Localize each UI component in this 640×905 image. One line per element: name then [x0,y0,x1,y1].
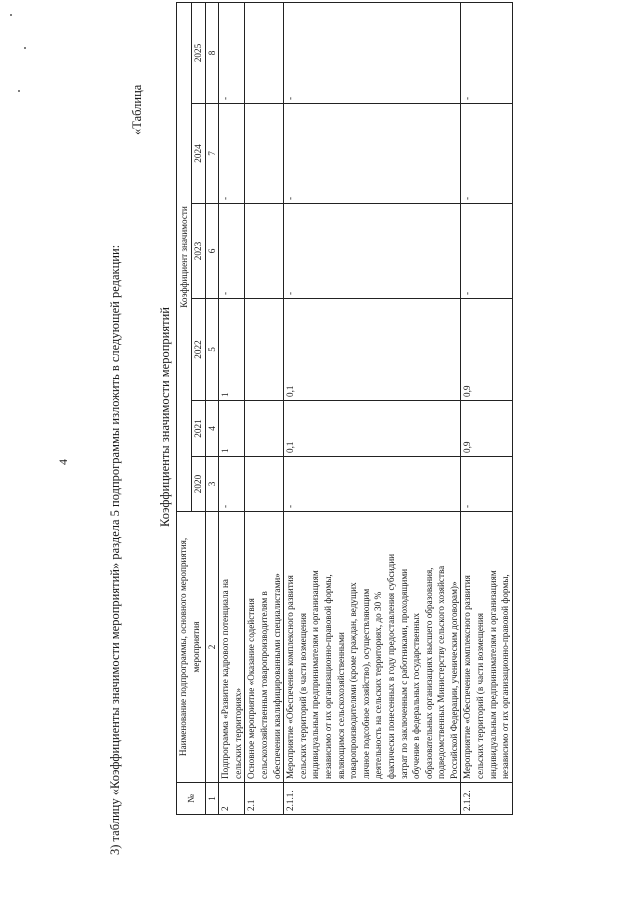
header-year: 2021 [192,401,206,457]
column-number: 7 [205,104,219,204]
row-name [461,512,512,783]
table-row [219,2,245,814]
header-row-1 [177,2,192,814]
row-name-line: образовательных организациях высшего образования, [423,567,434,779]
row-name-line: товаропроизводителями (кроме граждан, ведущих [348,582,359,779]
coefficient-value: - [219,2,245,103]
table-title: Коэффициенты значимости мероприятий [158,307,172,527]
column-number: 4 [205,401,219,457]
row-name [245,512,284,783]
coefficient-value: - [219,457,245,512]
table-row [461,2,512,814]
coefficient-value [245,401,284,457]
coefficient-value [245,204,284,299]
row-name-line: сельских территориях» [232,687,243,779]
row-name-line: сельских территорий (в части возмещения [297,613,308,779]
coefficient-value: - [219,204,245,299]
row-name-line: Мероприятие «Обеспечение комплексного развития [285,575,296,779]
coefficient-value [245,299,284,401]
header-year: 2020 [192,457,206,512]
coefficient-value [245,2,284,103]
coefficient-value: - [284,204,461,299]
coefficient-value: - [461,2,512,103]
column-number: 1 [205,783,219,815]
row-name-line: являющимся сельскохозяйственными [335,632,346,779]
row-name-line: личное подсобное хозяйство), осуществляющим [360,588,371,779]
row-name-line: деятельность на сельских территориях, до 30 % [373,591,384,779]
row-name-line: независимо от их организационно-правовой формы, [322,574,333,779]
coefficient-value: 0,9 [461,401,512,457]
row-name [284,512,461,783]
row-name-line: Мероприятие «Обеспечение комплексного развития [462,575,473,779]
coefficient-value: - [284,104,461,204]
row-number: 2.1.2. [461,783,512,815]
column-number: 6 [205,204,219,299]
header-year: 2025 [192,2,206,103]
coefficient-value: - [461,104,512,204]
row-name [219,512,245,783]
row-number: 2.1.1. [284,783,461,815]
row-name-line: обучение в федеральных государственных [411,613,422,779]
row-name-line: Российской Федерации, ученическим договорам)» [448,581,459,779]
coefficient-value: - [284,457,461,512]
page-number: 4 [56,459,70,465]
table-row [245,2,284,814]
row-name-line: обеспечении квалифицированными специалистами» [271,573,282,779]
row-number: 2 [219,783,245,815]
header-year: 2022 [192,299,206,401]
row-name-line: подведомственных Министерству сельского хозяйства [436,565,447,779]
coefficient-value: - [219,104,245,204]
row-name-line: индивидуальным предпринимателям и организациям [487,570,498,779]
row-name-line: независимо от их организационно-правовой формы, [500,574,511,779]
row-name-line: Подпрограмма «Развитие кадрового потенциала на [220,578,231,779]
column-number: 3 [205,457,219,512]
amendment-intro-text: 3) таблицу «Коэффициенты значимости мероприятий» раздела 5 подпрограммы изложить в следующей редакции: [108,244,122,855]
row-name-line: затрат по заключенным с работниками, проходящими [398,568,409,779]
header-year: 2024 [192,104,206,204]
table-caption-prefix: «Таблица [130,84,144,135]
row-name-line: индивидуальным предпринимателям и организациям [310,570,321,779]
row-name-line: фактически понесенных в году предоставления субсидии [385,553,396,779]
row-name-line: Основное мероприятие «Оказание содействия [246,598,257,779]
coefficient-value [245,457,284,512]
coefficient-value: 0,1 [284,401,461,457]
coefficient-value: 1 [219,401,245,457]
table-row [284,2,461,814]
header-year: 2023 [192,204,206,299]
coefficient-value: 0,9 [461,299,512,401]
coefficient-value: - [461,457,512,512]
coefficient-value: - [461,204,512,299]
header-name: Наименование подпрограммы, основного мероприятия, мероприятия [177,512,206,783]
coefficient-value [245,104,284,204]
column-number: 5 [205,299,219,401]
significance-coefficients-table [176,2,513,815]
row-name-line: сельских территорий (в части возмещения [475,613,486,779]
column-number: 8 [205,2,219,103]
row-name-line: сельскохозяйственным товаропроизводителям в [258,591,269,779]
row-number: 2.1 [245,783,284,815]
coefficient-value: - [284,2,461,103]
coefficient-value: 1 [219,299,245,401]
header-row-column-numbers [205,2,219,814]
header-coefficient-group: Коэффициент значимости [177,2,192,511]
column-number: 2 [205,512,219,783]
coefficient-value: 0,1 [284,299,461,401]
header-num: № [177,783,206,815]
